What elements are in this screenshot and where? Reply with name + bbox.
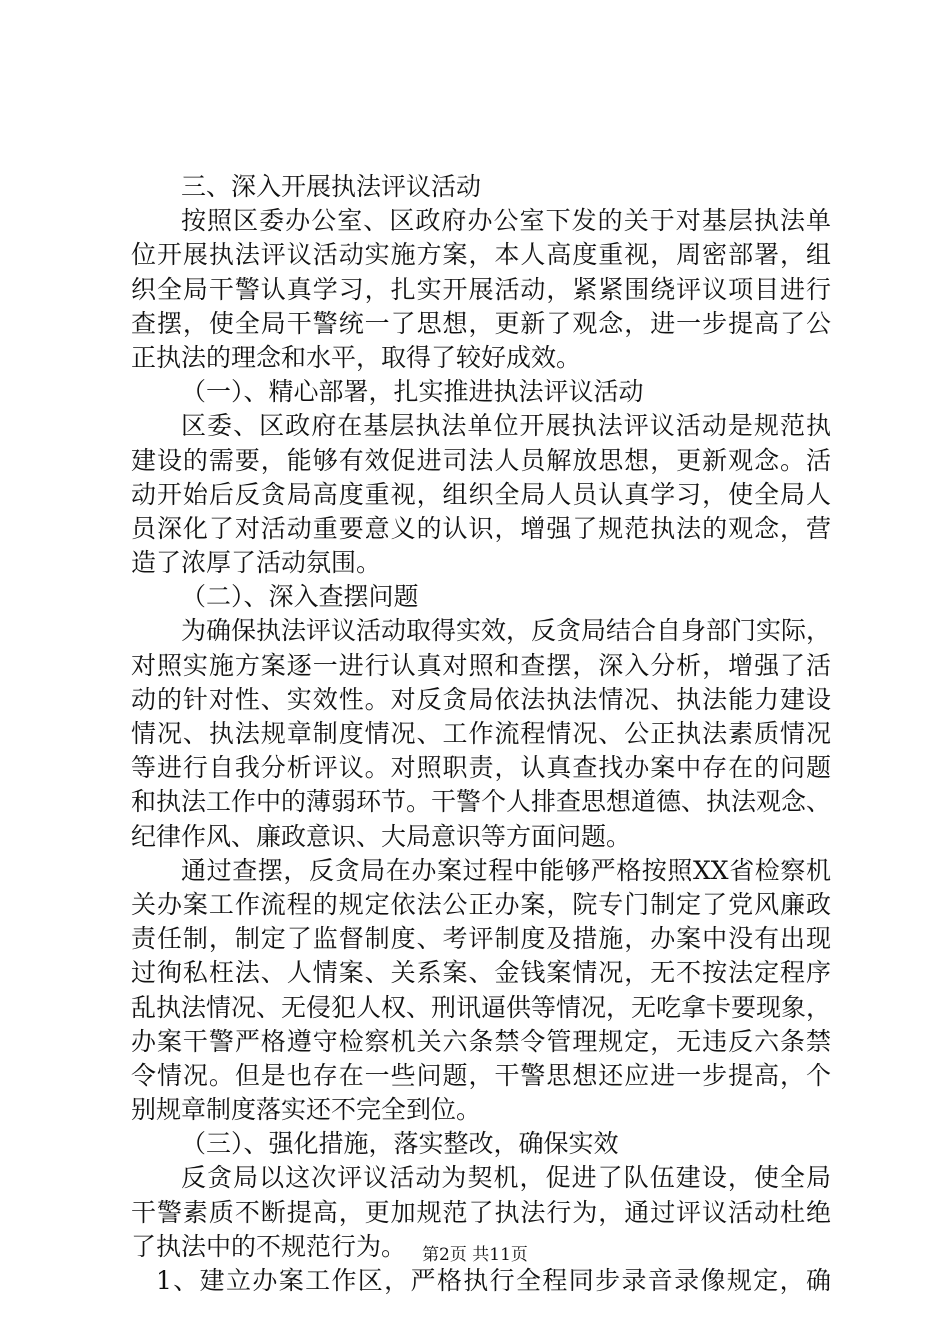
text-line: 造了浓厚了活动氛围。 (131, 548, 382, 578)
text-line: 别规章制度落实还不完全到位。 (131, 1095, 482, 1125)
text-line: 查摆，使全局干警统一了思想，更新了观念，进一步提高了公 (131, 308, 831, 338)
text-line: 关办案工作流程的规定依法公正办案，院专门制定了党风廉政 (131, 889, 831, 919)
page-footer (0, 1240, 950, 1265)
text-line: 了执法中的不规范行为。 (131, 1231, 407, 1261)
document-body (131, 170, 831, 1298)
text-line: 为确保执法评议活动取得实效，反贪局结合自身部门实际， (181, 616, 831, 646)
text-line: 干警素质不断提高，更加规范了执法行为，通过评议活动杜绝 (131, 1197, 831, 1227)
text-line: 动开始后反贪局高度重视，组织全局人员认真学习，使全局人 (131, 479, 831, 509)
text-line: （二）、深入查摆问题 (181, 582, 419, 612)
text-line: 乱执法情况、无侵犯人权、刑讯逼供等情况，无吃拿卡要现象， (131, 992, 831, 1022)
page-number-label: 第2页 共11页 (422, 1245, 528, 1265)
text-line: 纪律作风、廉政意识、大局意识等方面问题。 (131, 821, 632, 851)
text-line: 对照实施方案逐一进行认真对照和查摆，深入分析，增强了活 (131, 650, 831, 680)
text-line: 和执法工作中的薄弱环节。干警个人排查思想道德、执法观念、 (131, 787, 831, 817)
text-line: 员深化了对活动重要意义的认识，增强了规范执法的观念，营 (131, 513, 831, 543)
text-line: 正执法的理念和水平，取得了较好成效。 (131, 342, 582, 372)
text-line: 情况、执法规章制度情况、工作流程情况、公正执法素质情况 (131, 719, 831, 748)
text-line: 动的针对性、实效性。对反贪局依法执法情况、执法能力建设 (131, 684, 831, 714)
text-line: 反贪局以这次评议活动为契机，促进了队伍建设，使全局 (181, 1163, 831, 1193)
text-line: （一）、精心部署，扎实推进执法评议活动 (181, 377, 644, 407)
text-line: 1、建立办案工作区，严格执行全程同步录音录像规定，确 (156, 1266, 831, 1295)
text-line: 通过查摆，反贪局在办案过程中能够严格按照XX省检察机 (181, 855, 831, 885)
text-line: 过徇私枉法、人情案、关系案、金钱案情况，无不按法定程序 (131, 958, 831, 988)
text-line: 位开展执法评议活动实施方案，本人高度重视，周密部署，组 (131, 240, 831, 270)
text-line: 令情况。但是也存在一些问题，干警思想还应进一步提高，个 (131, 1060, 831, 1090)
text-line: 织全局干警认真学习，扎实开展活动，紧紧围绕评议项目进行 (131, 274, 831, 304)
text-line: 等进行自我分析评议。对照职责，认真查找办案中存在的问题 (131, 753, 831, 783)
text-line: 责任制，制定了监督制度、考评制度及措施，办案中没有出现 (131, 924, 831, 954)
text-line: 三、深入开展执法评议活动 (181, 172, 482, 201)
text-line: 按照区委办公室、区政府办公室下发的关于对基层执法单 (181, 206, 831, 236)
text-line: 建设的需要，能够有效促进司法人员解放思想，更新观念。活 (131, 445, 831, 475)
text-line: （三）、强化措施，落实整改，确保实效 (181, 1129, 619, 1159)
text-line: 区委、区政府在基层执法单位开展执法评议活动是规范执 (181, 411, 831, 441)
text-line: 办案干警严格遵守检察机关六条禁令管理规定，无违反六条禁 (131, 1026, 831, 1056)
